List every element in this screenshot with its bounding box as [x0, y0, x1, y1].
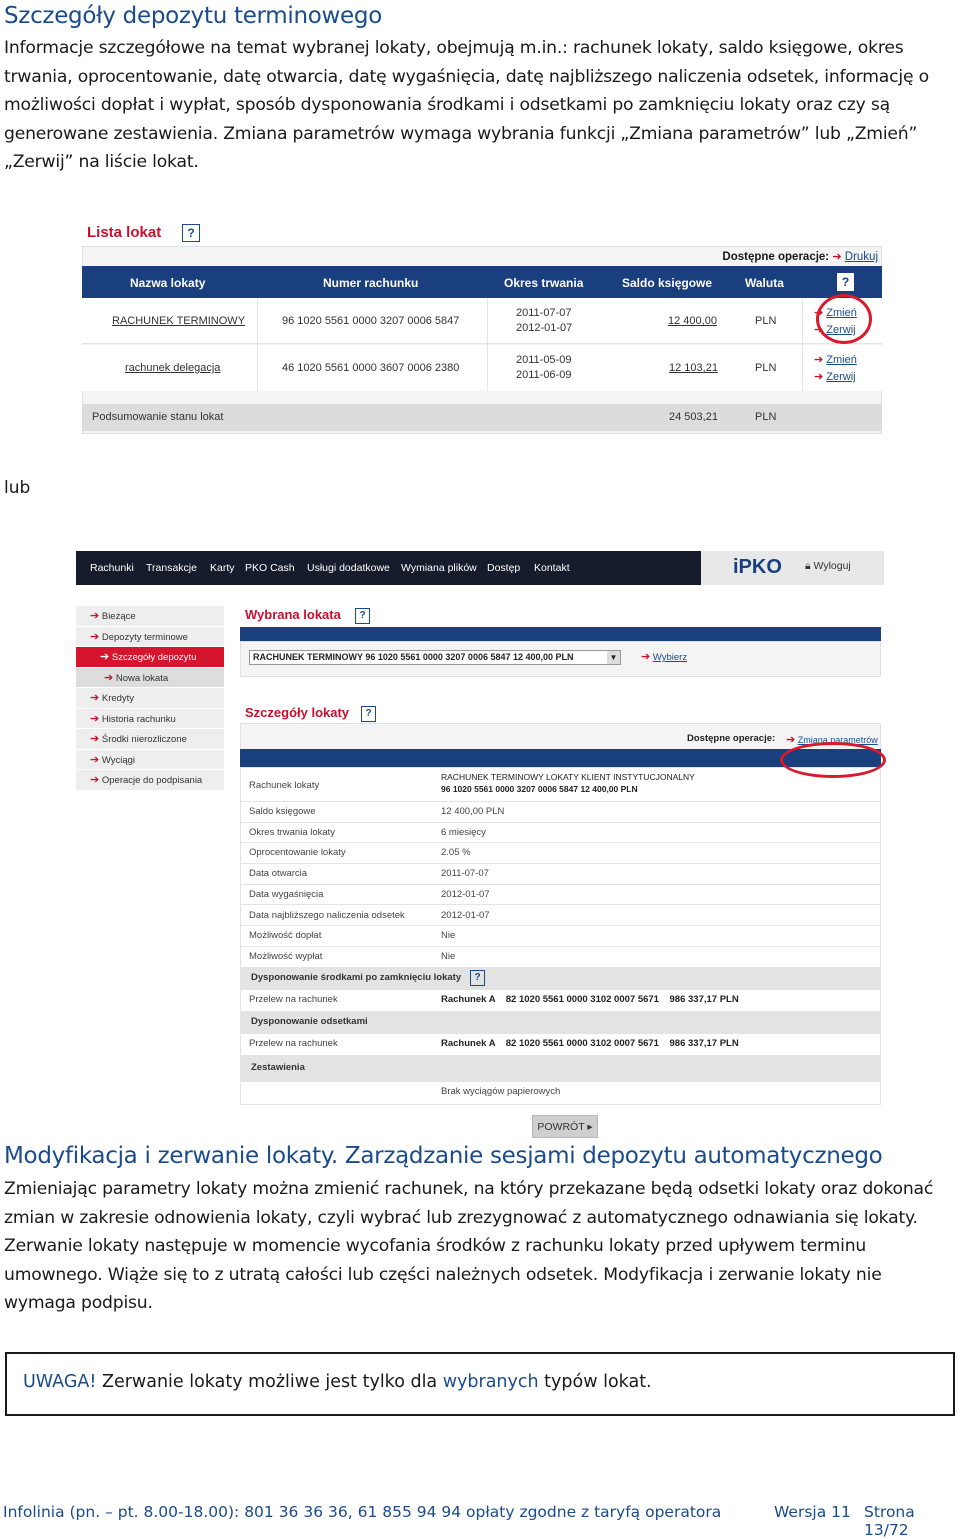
account-number: 46 1020 5561 0000 3607 0006 2380: [282, 362, 460, 374]
divider: [802, 298, 803, 391]
detail-value: Rachunek A 82 1020 5561 0000 3102 0007 5671 986 337,17 PLN: [441, 1037, 739, 1049]
details-table: [240, 767, 881, 1105]
back-button[interactable]: [532, 1115, 598, 1138]
nav-item-accounts[interactable]: Rachunki: [90, 562, 134, 574]
deposit-select-value: RACHUNEK TERMINOWY 96 1020 5561 0000 3207 0006 5847 12 400,00 PLN: [253, 652, 574, 662]
detail-key: Możliwość dopłat: [249, 930, 322, 942]
detail-value: 2012-01-07: [441, 888, 490, 900]
detail-key: Data najbliższego naliczenia odsetek: [249, 909, 405, 921]
paragraph-line: Zmieniając parametry lokaty można zmienić rachunek, na który przekazane będą odsetki lokaty oraz dokonać: [4, 1179, 934, 1199]
detail-row: [241, 802, 881, 823]
header-help-icon[interactable]: ?: [837, 273, 854, 291]
section-title: Zestawienia: [251, 1061, 305, 1073]
detail-key: Okres trwania lokaty: [249, 826, 336, 838]
arrow-icon: ➔: [786, 734, 796, 746]
detail-row-account: [241, 768, 881, 802]
select-panel: [240, 641, 881, 677]
nav-item-access[interactable]: Dostęp: [487, 562, 521, 574]
warning-label: UWAGA!: [23, 1372, 97, 1392]
period-from: 2011-07-07: [516, 307, 572, 319]
sidebar: [76, 606, 224, 791]
detail-row: [241, 823, 881, 844]
change-action[interactable]: [814, 353, 857, 366]
back-label: POWRÓT: [537, 1121, 585, 1133]
choose-link: Wybierz: [652, 652, 688, 663]
help-icon[interactable]: ?: [470, 970, 485, 986]
warning-text-c: typów lokat.: [544, 1372, 652, 1392]
detail-key: Data wygaśnięcia: [249, 888, 324, 900]
detail-value: Brak wyciągów papierowych: [441, 1085, 561, 1097]
sidebar-item-label: Bieżące: [101, 611, 136, 622]
deposit-select[interactable]: [249, 650, 621, 665]
arrow-icon: ➔: [90, 733, 100, 745]
blue-bar: [240, 627, 881, 641]
sidebar-item-label: Historia rachunku: [101, 713, 176, 725]
help-icon[interactable]: ?: [361, 706, 376, 722]
lock-icon: 🔒︎: [805, 560, 811, 572]
detail-key: Przelew na rachunek: [249, 1037, 338, 1049]
summary-row: [82, 404, 882, 431]
paragraph-line: wymaga podpisu.: [4, 1293, 153, 1314]
highlight-circle: [780, 742, 886, 778]
highlight-circle: [816, 294, 872, 344]
detail-value: 2011-07-07: [441, 868, 489, 880]
help-icon[interactable]: ?: [355, 608, 370, 624]
intro-paragraph: [4, 34, 954, 177]
detail-row: [241, 906, 881, 927]
col-header-period[interactable]: Okres trwania: [504, 276, 584, 290]
paragraph-line: Zerwanie lokaty następuje w momencie wycofania środków z rachunku lokaty przed upływem terminu: [4, 1236, 867, 1257]
intro-line: możliwości dopłat i wypłat, sposób dysponowania środkami i odsetkami po zamknięciu lokaty oraz czy są: [4, 95, 890, 116]
chevron-down-icon[interactable]: ▼: [607, 651, 620, 664]
selected-deposit-title: Wybrana lokata: [245, 607, 341, 622]
table-header: [82, 266, 882, 298]
nav-item-pko-cash[interactable]: PKO Cash: [245, 562, 295, 574]
logout-label: Wyloguj: [813, 560, 851, 572]
arrow-icon: ➔: [814, 324, 824, 336]
sidebar-item-label: Wyciągi: [101, 754, 136, 766]
period-to: 2012-01-07: [516, 322, 573, 334]
detail-row: [241, 947, 881, 968]
chevron-right-icon: ▸: [587, 1121, 593, 1133]
operations-label: Dostępne operacje:: [722, 251, 830, 263]
detail-value: 12 400,00 PLN: [441, 806, 505, 817]
divider: [487, 298, 488, 391]
section-header-statements: [241, 1056, 881, 1082]
intro-line: trwania, oprocentowanie, datę otwarcia, datę wygaśnięcia, datę najbliższego naliczenia odsetek, informację o: [4, 66, 929, 87]
currency: PLN: [755, 315, 777, 327]
arrow-icon: ➔: [814, 307, 824, 319]
balance-link[interactable]: 12 400,00: [668, 315, 717, 327]
choose-button[interactable]: [641, 650, 687, 663]
terminate-link[interactable]: Zerwij: [826, 371, 856, 383]
nav-item-contact[interactable]: Kontakt: [534, 562, 570, 574]
sidebar-item-label: Środki nierozliczone: [101, 734, 187, 745]
sidebar-item-credits[interactable]: [76, 688, 224, 709]
table-row: [82, 298, 882, 344]
arrow-icon: ➔: [100, 651, 110, 663]
print-link[interactable]: Drukuj: [844, 251, 878, 263]
period-from: 2011-05-09: [516, 354, 572, 366]
summary-value: 24 503,21: [669, 411, 718, 423]
arrow-icon: ➔: [814, 371, 824, 383]
nav-item-transactions[interactable]: Transakcje: [146, 562, 197, 574]
detail-row: [241, 1034, 881, 1056]
deposit-name-link[interactable]: RACHUNEK TERMINOWY: [112, 315, 246, 327]
sidebar-item-deposit-details[interactable]: [76, 647, 224, 668]
arrow-icon: ➔: [90, 753, 100, 766]
deposit-list-screenshot: [82, 218, 884, 434]
change-parameters-link: Zmiana parametrów: [797, 735, 878, 745]
detail-key: Przelew na rachunek: [249, 993, 338, 1005]
intro-line: „Zerwij” na liście lokat.: [4, 152, 199, 173]
warning-box: [5, 1352, 955, 1416]
sidebar-item-term-deposits[interactable]: [76, 627, 224, 648]
detail-key: Saldo księgowe: [249, 806, 316, 817]
arrow-icon: ➔: [814, 354, 824, 366]
period-to: 2011-06-09: [516, 369, 572, 381]
table-row: [82, 345, 882, 391]
terminate-action[interactable]: [814, 370, 856, 383]
nav-item-cards[interactable]: Karty: [210, 562, 235, 574]
col-header-account[interactable]: Numer rachunku: [323, 276, 419, 290]
arrow-icon: ➔: [104, 671, 114, 684]
summary-currency: PLN: [755, 411, 777, 423]
sidebar-item-label: Operacje do podpisania: [101, 775, 203, 786]
section-heading-modification: Modyfikacja i zerwanie lokaty. Zarządzanie sesjami depozytu automatycznego: [4, 1143, 883, 1169]
col-header-name[interactable]: Nazwa lokaty: [130, 276, 206, 290]
sidebar-item-label: Nowa lokata: [115, 672, 169, 684]
account-line-2: 96 1020 5561 0000 3207 0006 5847 12 400,00 PLN: [441, 784, 638, 794]
sidebar-item-uncleared[interactable]: [76, 729, 224, 750]
help-icon[interactable]: ?: [182, 224, 200, 242]
detail-row: [241, 864, 881, 885]
top-navigation: [76, 551, 701, 585]
deposit-name-link[interactable]: rachunek delegacja: [125, 362, 221, 374]
intro-line: generowane zestawienia. Zmiana parametrów wymaga wybrania funkcji „Zmiana parametrów” lub „Zmień”: [4, 123, 918, 144]
sidebar-item-history[interactable]: [76, 709, 224, 730]
detail-value: Nie: [441, 950, 456, 962]
divider: [257, 298, 258, 391]
sidebar-item-new-deposit[interactable]: [76, 668, 224, 689]
detail-key: Rachunek lokaty: [249, 780, 320, 791]
footer-page: Strona 13/72: [864, 1503, 915, 1539]
section-title: Dysponowanie środkami po zamknięciu lokaty: [251, 971, 462, 983]
arrow-icon: ➔: [90, 610, 100, 622]
summary-label: Podsumowanie stanu lokat: [92, 411, 224, 423]
sidebar-item-to-sign[interactable]: [76, 770, 224, 791]
warning-text-a: Zerwanie lokaty możliwe jest tylko dla: [101, 1372, 438, 1392]
currency: PLN: [755, 362, 777, 374]
or-text: lub: [4, 478, 31, 498]
detail-value: 6 miesięcy: [441, 826, 486, 838]
logout-button[interactable]: [805, 560, 851, 573]
detail-value: Nie: [441, 930, 456, 942]
section-title: Dysponowanie odsetkami: [251, 1015, 368, 1027]
sidebar-item-statements[interactable]: [76, 750, 224, 771]
account-line-1: RACHUNEK TERMINOWY LOKATY KLIENT INSTYTUCJONALNY: [441, 772, 695, 782]
footer-version: Wersja 11: [774, 1503, 851, 1521]
footer-hotline: Infolinia (pn. – pt. 8.00-18.00): 801 36 36 36, 61 855 94 94 opłaty zgodne z taryfą operatora: [3, 1503, 722, 1521]
warning-text: [23, 1372, 652, 1392]
col-header-currency[interactable]: Waluta: [745, 276, 784, 290]
arrow-icon: ➔: [832, 251, 842, 263]
deposit-list-title: Lista lokat: [87, 224, 162, 241]
detail-value: 2012-01-07: [441, 909, 490, 921]
section-header-interest: [241, 1012, 881, 1034]
paragraph-line: umownego. Wiąże się to z utratą całości lub części należnych odsetek. Modyfikacja i zerwanie lokaty nie: [4, 1264, 882, 1285]
arrow-icon: ➔: [90, 712, 100, 725]
detail-row: [241, 926, 881, 947]
nav-item-files[interactable]: Wymiana plików: [401, 562, 477, 574]
intro-line: Informacje szczegółowe na temat wybranej lokaty, obejmują m.in.: rachunek lokaty, saldo księgowe, okres: [4, 38, 904, 58]
modification-paragraph: [4, 1175, 954, 1318]
detail-row: [241, 1082, 881, 1104]
available-operations: [722, 250, 878, 263]
detail-key: Data otwarcia: [249, 868, 308, 880]
detail-row: [241, 990, 881, 1012]
sidebar-item-label: Kredyty: [101, 693, 135, 704]
deposit-details-screenshot: [76, 551, 884, 1106]
arrow-icon: ➔: [641, 651, 651, 663]
warning-text-b: wybranych: [442, 1372, 539, 1392]
sidebar-item-label: Depozyty terminowe: [101, 631, 188, 643]
nav-item-services[interactable]: Usługi dodatkowe: [307, 562, 390, 574]
section-heading: Szczegóły depozytu terminowego: [4, 3, 382, 29]
terminate-link[interactable]: Zerwij: [826, 324, 856, 336]
arrow-icon: ➔: [90, 630, 100, 643]
sidebar-item-label: Szczegóły depozytu: [111, 652, 197, 663]
balance-link[interactable]: 12 103,21: [669, 362, 718, 374]
header-right: [701, 551, 884, 585]
change-link[interactable]: Zmień: [826, 354, 857, 366]
change-link[interactable]: Zmień: [826, 307, 857, 319]
operations-label: Dostępne operacje:: [687, 733, 776, 744]
detail-key: Możliwość wypłat: [249, 950, 323, 962]
arrow-icon: ➔: [90, 774, 100, 786]
detail-value: Rachunek A 82 1020 5561 0000 3102 0007 5671 986 337,17 PLN: [441, 993, 739, 1005]
arrow-icon: ➔: [90, 692, 100, 704]
paragraph-line: zmian w zakresie odnowienia lokaty, czyli wybrać lub zrezygnować z automatycznego odnawiania się lokaty.: [4, 1207, 918, 1228]
detail-row: [241, 843, 881, 864]
account-number: 96 1020 5561 0000 3207 0006 5847: [282, 315, 460, 327]
detail-key: Oprocentowanie lokaty: [249, 847, 346, 859]
deposit-details-title: Szczegóły lokaty: [245, 705, 350, 720]
detail-row: [241, 885, 881, 906]
section-header-funds: [241, 968, 881, 990]
deposit-details-section: [240, 703, 883, 1107]
col-header-balance[interactable]: Saldo księgowe: [622, 276, 713, 290]
sidebar-item-current[interactable]: [76, 606, 224, 627]
ipko-logo: iPKO: [733, 556, 782, 578]
detail-value: 2.05 %: [441, 847, 471, 859]
